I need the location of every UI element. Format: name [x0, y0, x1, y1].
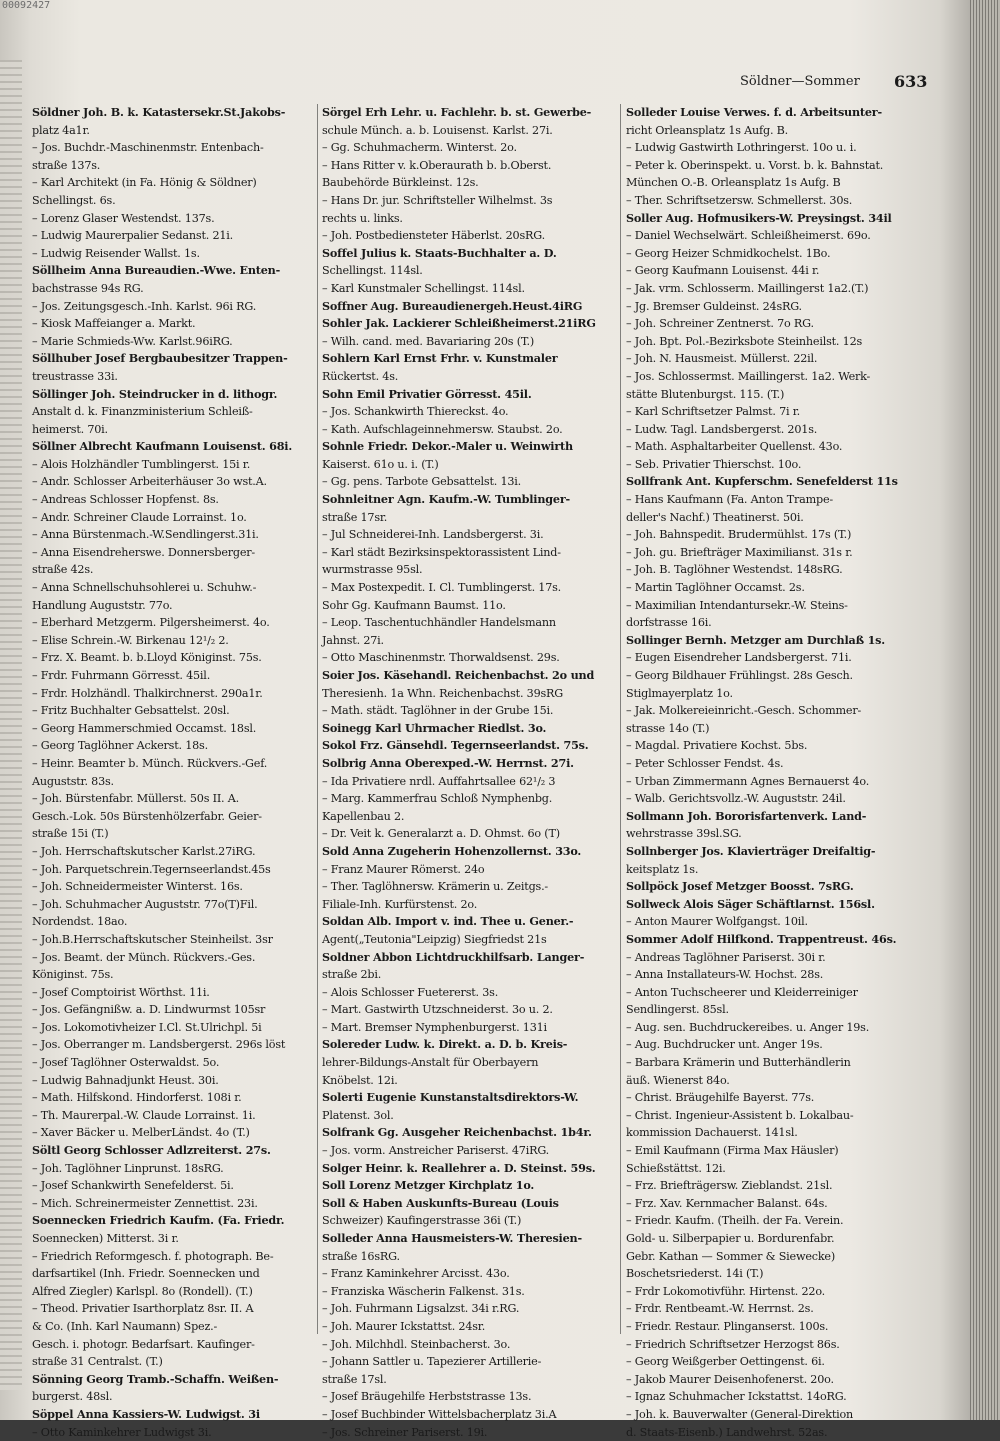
entry-line: – Leop. Taschentuchhändler Handelsmann	[322, 616, 556, 630]
entry-line: – Georg Taglöhner Ackerst. 18s.	[32, 739, 208, 753]
entry-line: – Hans Dr. jur. Schriftsteller Wilhelmst. 3s	[322, 193, 553, 207]
entry-heading-line: Soldan Alb. Import v. ind. Thee u. Gener.-	[322, 914, 574, 929]
entry-line: – Alois Holzhändler Tumblingerst. 15i r.	[32, 457, 251, 471]
column-divider	[620, 104, 621, 1334]
entry-line: Jahnst. 27i.	[322, 633, 384, 647]
entry-line: – Peter Schlosser Fendst. 4s.	[626, 756, 784, 770]
running-head: Söldner—Sommer	[740, 74, 860, 89]
entry-line: – Seb. Privatier Thierschst. 10o.	[626, 457, 802, 471]
entry-line: – Ludw. Tagl. Landsbergerst. 201s.	[626, 422, 818, 436]
entry-line: straße 42s.	[32, 563, 94, 577]
entry-line: Soennecken) Mitterst. 3i r.	[32, 1232, 179, 1245]
entry-line: – Jg. Bremser Guldeinst. 24sRG.	[626, 299, 802, 313]
entry-heading-line: Soffel Julius k. Staats-Buchhalter a. D.	[322, 245, 557, 260]
entry-heading-line: Solerti Eugenie Kunstanstaltsdirektors-W.	[322, 1090, 579, 1105]
entry-heading-line: Sörgel Erh Lehr. u. Fachlehr. b. st. Gewerbe-	[322, 105, 592, 119]
entry-line: – Christ. Ingenieur-Assistent b. Lokalbau-	[626, 1108, 854, 1122]
entry-heading-line: Sohnleitner Agn. Kaufm.-W. Tumblinger-	[322, 492, 570, 507]
entry-line: – Peter k. Oberinspekt. u. Vorst. b. k. Bahnstat.	[626, 158, 884, 172]
entry-heading-line: Söllhuber Josef Bergbaubesitzer Trappen-	[32, 351, 288, 366]
entry-line: Platenst. 3ol.	[322, 1108, 394, 1122]
entry-line: – Karl Architekt (in Fa. Hönig & Söldner)	[32, 176, 257, 190]
entry-line: – Franz Kaminkehrer Arcisst. 43o.	[322, 1267, 510, 1281]
column-1	[32, 104, 328, 1439]
entry-line: Gesch. i. photogr. Bedarfsart. Kaufinger-	[32, 1337, 255, 1351]
entry-line: – Karl Kunstmaler Schellingst. 114sl.	[322, 281, 525, 295]
entry-line: – Joh. B. Taglöhner Westendst. 148sRG.	[626, 563, 843, 577]
entry-heading-line: Soier Jos. Käsehandl. Reichenbachst. 2o und	[322, 668, 595, 682]
page-header	[740, 72, 928, 96]
entry-line: – Friedrich Schriftsetzer Herzogst 86s.	[626, 1337, 840, 1351]
entry-line: – Josef Schankwirth Senefelderst. 5i.	[32, 1179, 234, 1193]
entry-line: – Ignaz Schuhmacher Ickstattst. 14oRG.	[626, 1390, 847, 1404]
entry-line: burgerst. 48sl.	[32, 1390, 113, 1404]
entry-line: – Martin Taglöhner Occamst. 2s.	[626, 581, 805, 595]
entry-line: straße 2bi.	[322, 968, 382, 982]
entry-line: – Urban Zimmermann Agnes Bernauerst 4o.	[626, 774, 870, 788]
entry-heading-line: Soll Lorenz Metzger Kirchplatz 1o.	[322, 1178, 535, 1193]
entry-line: – Ludwig Bahnadjunkt Heust. 30i.	[32, 1073, 219, 1087]
entry-line: straße 17sl.	[322, 1372, 387, 1386]
entry-line: – Joh.B.Herrschaftskutscher Steinheilst. 3sr	[32, 932, 273, 946]
entry-line: – Franziska Wäscherin Falkenst. 31s.	[322, 1284, 525, 1298]
entry-line: – Kath. Aufschlageinnehmersw. Staubst. 2o.	[322, 422, 563, 436]
entry-line: richt Orleansplatz 1s Aufg. B.	[626, 123, 789, 137]
entry-heading-line: Söppel Anna Kassiers-W. Ludwigst. 3i	[32, 1406, 260, 1421]
entry-line: – Josef Taglöhner Osterwaldst. 5o.	[32, 1056, 220, 1070]
entry-line: – Ida Privatiere nrdl. Auffahrtsallee 62¹/₂ 3	[322, 774, 556, 788]
entry-line: – Elise Schrein.-W. Birkenau 12¹/₂ 2.	[32, 633, 229, 647]
entry-line: treustrasse 33i.	[32, 369, 118, 383]
entry-line: – Jakob Maurer Deisenhofenerst. 20o.	[626, 1372, 834, 1386]
entry-line: – Barbara Krämerin und Butterhändlerin	[626, 1056, 851, 1070]
entry-line: – Jos. Schlossermst. Maillingerst. 1a2. Werk-	[626, 369, 871, 383]
entry-heading-line: Solleder Louise Verwes. f. d. Arbeitsunter-	[626, 105, 882, 119]
entry-heading-line: Solereder Ludw. k. Direkt. a. D. b. Kreis-	[322, 1037, 568, 1052]
entry-line: – Eberhard Metzgerm. Pilgersheimerst. 4o.	[32, 616, 270, 630]
entry-line: – Joh. Taglöhner Linprunst. 18sRG.	[32, 1161, 224, 1175]
column-divider	[317, 104, 318, 1334]
entry-line: München O.-B. Orleansplatz 1s Aufg. B	[626, 176, 841, 190]
entry-line: – Jos. Lokomotivheizer I.Cl. St.Ulrichpl. 5i	[32, 1020, 262, 1034]
entry-line: – Anton Maurer Wolfgangst. 10il.	[626, 915, 808, 929]
entry-line: – Hans Ritter v. k.Oberaurath b. b.Oberst.	[322, 158, 552, 172]
entry-line: keitsplatz 1s.	[626, 862, 699, 876]
entry-line: – Georg Weißgerber Oettingenst. 6i.	[626, 1355, 825, 1369]
entry-line: – Karl städt Bezirksinspektorassistent Lind-	[322, 545, 561, 559]
entry-heading-line: Sollmann Joh. Bororisfartenverk. Land-	[626, 808, 867, 823]
scan-id: 00092427	[2, 0, 51, 11]
entry-heading-line: Soennecken Friedrich Kaufm. (Fa. Friedr.	[32, 1213, 285, 1228]
entry-heading-line: Sollweck Alois Säger Schäftlarnst. 156sl.	[626, 896, 875, 911]
entry-line: strasse 14o (T.)	[626, 721, 710, 735]
entry-heading-line: Söllner Albrecht Kaufmann Louisenst. 68i.	[32, 439, 293, 454]
entry-line: – Jos. vorm. Anstreicher Pariserst. 47iRG.	[322, 1144, 550, 1158]
entry-line: Gebr. Kathan — Sommer & Siewecke)	[626, 1249, 835, 1263]
entry-line: – Joh. Bpt. Pol.-Bezirksbote Steinheilst. 12s	[626, 334, 863, 348]
entry-line: & Co. (Inh. Karl Naumann) Spez.-	[32, 1319, 218, 1333]
entry-heading-line: Sollfrank Ant. Kupferschm. Senefelderst 11s	[626, 474, 898, 489]
entry-heading-line: Sohlern Karl Ernst Frhr. v. Kunstmaler	[322, 351, 558, 366]
entry-line: Kapellenbau 2.	[322, 809, 405, 823]
entry-line: – Andreas Schlosser Hopfenst. 8s.	[32, 493, 219, 507]
entry-line: – Friedrich Reformgesch. f. photograph. Be-	[32, 1249, 274, 1263]
entry-line: – Jos. Beamt. der Münch. Rückvers.-Ges.	[32, 950, 256, 964]
entry-line: Schellingst. 6s.	[32, 193, 116, 207]
entry-line: – Christ. Bräugehilfe Bayerst. 77s.	[626, 1091, 815, 1105]
entry-line: – Aug. sen. Buchdruckereibes. u. Anger 19s.	[626, 1020, 870, 1034]
entry-line: – Maximilian Intendantursekr.-W. Steins-	[626, 598, 848, 612]
entry-line: – Mart. Bremser Nymphenburgerst. 131i	[322, 1020, 547, 1034]
entry-line: – Jul Schneiderei-Inh. Landsbergerst. 3i.	[322, 528, 544, 542]
entry-line: – Otto Maschinenmstr. Thorwaldsenst. 29s.	[322, 651, 560, 665]
entry-heading-line: Söldner Joh. B. k. Katastersekr.St.Jakobs-	[32, 105, 286, 119]
entry-line: – Ludwig Maurerpalier Sedanst. 21i.	[32, 229, 234, 243]
entry-line: – Georg Bildhauer Frühlingst. 28s Gesch.	[626, 669, 853, 682]
entry-line: stätte Blutenburgst. 115. (T.)	[626, 387, 785, 401]
entry-line: Kaiserst. 61o u. i. (T.)	[322, 457, 439, 471]
entry-line: bachstrasse 94s RG.	[32, 281, 144, 295]
entry-line: – Daniel Wechselwärt. Schleißheimerst. 69o.	[626, 229, 871, 243]
entry-line: d. Staats-Eisenb.) Landwehrst. 52as.	[626, 1425, 828, 1439]
entry-line: – Frdr Lokomotivführ. Hirtenst. 22o.	[626, 1284, 826, 1298]
entry-heading-line: Söllheim Anna Bureaudien.-Wwe. Enten-	[32, 263, 281, 278]
entry-line: – Johann Sattler u. Tapezierer Artillerie-	[322, 1355, 542, 1369]
entry-line: – Walb. Gerichtsvollz.-W. Auguststr. 24il.	[626, 792, 846, 806]
entry-line: wehrstrasse 39sl.SG.	[626, 827, 742, 841]
entry-line: straße 15i (T.)	[32, 827, 109, 841]
entry-line: – Frz. Briefträgersw. Zieblandst. 21sl.	[626, 1179, 833, 1193]
entry-line: – Karl Schriftsetzer Palmst. 7i r.	[626, 405, 800, 419]
entry-line: – Georg Heizer Schmidkochelst. 1Bo.	[626, 246, 831, 260]
entry-line: – Th. Maurerpal.-W. Claude Lorrainst. 1i.	[32, 1108, 256, 1122]
entry-line: – Friedr. Kaufm. (Theilh. der Fa. Verein.	[626, 1214, 844, 1228]
entry-line: heimerst. 70i.	[32, 422, 108, 436]
entry-line: Gesch.-Lok. 50s Bürstenhölzerfabr. Geier-	[32, 809, 262, 823]
entry-line: – Marg. Kammerfrau Schloß Nymphenbg.	[322, 792, 553, 806]
entry-line: – Eugen Eisendreher Landsbergerst. 71i.	[626, 651, 852, 665]
entry-line: – Joh. Parquetschrein.Tegernseerlandst.45s	[32, 862, 271, 876]
entry-line: – Ludwig Gastwirth Lothringerst. 10o u. i.	[626, 141, 857, 155]
entry-heading-line: Sollpöck Josef Metzger Boosst. 7sRG.	[626, 879, 854, 894]
entry-line: – Ludwig Reisender Wallst. 1s.	[32, 246, 200, 260]
entry-line: – Andreas Taglöhner Pariserst. 30i r.	[626, 950, 826, 964]
entry-heading-line: Soldner Abbon Lichtdruckhilfsarb. Langer-	[322, 949, 585, 964]
entry-line: – Magdal. Privatiere Kochst. 5bs.	[626, 739, 808, 753]
entry-line: straße 17sr.	[322, 510, 388, 524]
page-edge	[970, 0, 1000, 1420]
entry-line: – Math. Asphaltarbeiter Quellenst. 43o.	[626, 440, 843, 454]
entry-line: Stiglmayerplatz 1o.	[626, 686, 733, 700]
entry-line: – Mich. Schreinermeister Zennettist. 23i.	[32, 1196, 258, 1210]
entry-line: – Andr. Schlosser Arbeiterhäuser 3o wst.A.	[32, 475, 267, 489]
entry-line: Sohr Gg. Kaufmann Baumst. 11o.	[322, 598, 506, 612]
entry-line: – Jos. Buchdr.-Maschinenmstr. Entenbach-	[32, 141, 264, 155]
entry-heading-line: Sommer Adolf Hilfkond. Trappentreust. 46s.	[626, 931, 897, 946]
entry-line: Rückertst. 4s.	[322, 369, 399, 383]
entry-line: – Friedr. Restaur. Plinganserst. 100s.	[626, 1319, 829, 1333]
entry-line: – Joh. Fuhrmann Ligsalzst. 34i r.RG.	[322, 1302, 520, 1316]
entry-line: – Otto Kaminkehrer Ludwigst 3i.	[32, 1425, 212, 1439]
entry-line: – Math. städt. Taglöhner in der Grube 15i.	[322, 704, 554, 718]
entry-line: – Joh. N. Hausmeist. Müllerst. 22il.	[626, 352, 818, 366]
entry-line: Alfred Ziegler) Karlspl. 8o (Rondell). (T.)	[32, 1284, 253, 1298]
entry-line: straße 137s.	[32, 158, 101, 172]
entry-line: – Anna Bürstenmach.-W.Sendlingerst.31i.	[32, 528, 259, 542]
entry-line: Agent(„Teutonia"Leipzig) Siegfriedst 21s	[322, 932, 547, 946]
entry-line: – Franz Maurer Römerst. 24o	[322, 862, 485, 876]
entry-line: – Mart. Gastwirth Utzschneiderst. 3o u. 2.	[322, 1003, 553, 1017]
entry-heading-line: Solfrank Gg. Ausgeher Reichenbachst. 1b4r.	[322, 1125, 592, 1140]
entry-line: Königinst. 75s.	[32, 968, 114, 982]
entry-heading-line: Soinegg Karl Uhrmacher Riedlst. 3o.	[322, 720, 547, 735]
entry-line: – Anna Schnellschuhsohlerei u. Schuhw.-	[32, 581, 257, 595]
entry-line: – Theod. Privatier Isarthorplatz 8sr. II. A	[32, 1302, 254, 1316]
entry-line: – Hans Kaufmann (Fa. Anton Trampe-	[626, 493, 833, 507]
column-3	[626, 104, 922, 1439]
entry-line: – Kiosk Maffeianger a. Markt.	[32, 317, 196, 331]
left-margin-bleed	[0, 60, 22, 1390]
entry-line: – Lorenz Glaser Westendst. 137s.	[32, 211, 215, 225]
entry-line: – Georg Hammerschmied Occamst. 18sl.	[32, 721, 257, 735]
entry-line: kommission Dachauerst. 141sl.	[626, 1126, 798, 1140]
entry-line: Anstalt d. k. Finanzministerium Schleiß-	[32, 405, 253, 419]
entry-line: wurmstrasse 95sl.	[322, 563, 423, 577]
entry-line: – Josef Bräugehilfe Herbststrasse 13s.	[322, 1390, 532, 1404]
entry-line: – Joh. k. Bauverwalter (General-Direktion	[626, 1407, 854, 1421]
entry-line: – Josef Buchbinder Wittelsbacherplatz 3i.A	[322, 1407, 557, 1421]
entry-line: – Jos. Schankwirth Thiereckst. 4o.	[322, 405, 509, 419]
entry-line: – Jos. Gefängnißw. a. D. Lindwurmst 105sr	[32, 1003, 266, 1017]
entry-heading-line: Söltl Georg Schlosser Adlzreiterst. 27s.	[32, 1143, 271, 1158]
entry-line: äuß. Wienerst 84o.	[626, 1073, 730, 1087]
entry-line: Auguststr. 83s.	[32, 774, 114, 788]
entry-line: – Aug. Buchdrucker unt. Anger 19s.	[626, 1038, 823, 1052]
entry-heading-line: Solbrig Anna Oberexped.-W. Herrnst. 27i.	[322, 755, 574, 770]
entry-line: lehrer-Bildungs-Anstalt für Oberbayern	[322, 1056, 539, 1070]
entry-line: – Anna Eisendreherswe. Donnersberger-	[32, 545, 255, 559]
entry-line: Baubehörde Bürkleinst. 12s.	[322, 176, 479, 190]
entry-line: – Joh. Maurer Ickstattst. 24sr.	[322, 1319, 486, 1333]
entry-line: – Joh. Schneidermeister Winterst. 16s.	[32, 880, 243, 894]
page-number: 633	[894, 72, 928, 91]
entry-line: – Joh. Postbediensteter Häberlst. 20sRG.	[322, 229, 545, 243]
entry-line: – Frz. Xav. Kernmacher Balanst. 64s.	[626, 1196, 828, 1210]
entry-line: platz 4a1r.	[32, 123, 90, 137]
entry-line: – Jak. vrm. Schlosserm. Maillingerst 1a2.(T.)	[626, 281, 869, 295]
entry-heading-line: Sollinger Bernh. Metzger am Durchlaß 1s.	[626, 632, 885, 647]
entry-heading-line: Sollnberger Jos. Klavierträger Dreifaltig-	[626, 843, 876, 858]
entry-line: Handlung Auguststr. 77o.	[32, 598, 173, 612]
entry-line: – Jos. Oberranger m. Landsbergerst. 296s löst	[32, 1038, 286, 1052]
entry-heading-line: Soffner Aug. Bureaudienergeh.Heust.4iRG	[322, 298, 583, 313]
entry-heading-line: Söllinger Joh. Steindrucker in d. lithogr.	[32, 386, 278, 401]
entry-line: – Anton Tuchscheerer und Kleiderreiniger	[626, 985, 858, 999]
entry-heading-line: Sohn Emil Privatier Görresst. 45il.	[322, 386, 532, 401]
entry-line: – Andr. Schreiner Claude Lorrainst. 1o.	[32, 510, 247, 524]
entry-line: – Dr. Veit k. Generalarzt a. D. Ohmst. 6o (T)	[322, 827, 560, 841]
entry-line: Schellingst. 114sl.	[322, 264, 423, 278]
entry-line: – Max Postexpedit. I. Cl. Tumblingerst. 17s.	[322, 581, 562, 595]
entry-heading-line: Sohler Jak. Lackierer Schleißheimerst.21iRG	[322, 316, 596, 331]
column-2	[322, 104, 618, 1439]
entry-line: Gold- u. Silberpapier u. Bordurenfabr.	[626, 1232, 835, 1245]
entry-line: – Heinr. Beamter b. Münch. Rückvers.-Gef.	[32, 756, 268, 770]
entry-line: – Joh. gu. Briefträger Maximilianst. 31s r.	[626, 545, 853, 559]
entry-line: – Josef Comptoirist Wörthst. 11i.	[32, 985, 210, 999]
entry-line: – Gg. Schuhmacherm. Winterst. 2o.	[322, 141, 517, 155]
entry-line: – Jak. Molkereieinricht.-Gesch. Schommer-	[626, 704, 862, 718]
entry-line: Nordendst. 18ao.	[32, 915, 128, 929]
entry-heading-line: Soll & Haben Auskunfts-Bureau (Louis	[322, 1195, 559, 1210]
entry-line: – Georg Kaufmann Louisenst. 44i r.	[626, 264, 820, 278]
entry-line: darfsartikel (Inh. Friedr. Soennecken und	[32, 1267, 260, 1281]
entry-line: – Joh. Herrschaftskutscher Karlst.27iRG.	[32, 844, 256, 858]
entry-heading-line: Solleder Anna Hausmeisters-W. Theresien-	[322, 1231, 582, 1245]
entry-line: – Ther. Schriftsetzersw. Schmellerst. 30s.	[626, 193, 853, 207]
entry-line: Sendlingerst. 85sl.	[626, 1003, 729, 1017]
entry-heading-line: Sohnle Friedr. Dekor.-Maler u. Weinwirth	[322, 439, 573, 454]
entry-line: – Joh. Schreiner Zentnerst. 7o RG.	[626, 317, 814, 331]
entry-line: Filiale-Inh. Kurfürstenst. 2o.	[322, 897, 478, 911]
entry-line: Theresienh. 1a Whn. Reichenbachst. 39sRG	[322, 686, 563, 700]
entry-heading-line: Solger Heinr. k. Reallehrer a. D. Steinst. 59s.	[322, 1160, 596, 1175]
entry-line: dorfstrasse 16i.	[626, 616, 712, 630]
entry-heading-line: Sokol Frz. Gänsehdl. Tegernseerlandst. 75s.	[322, 738, 589, 753]
entry-line: – Fritz Buchhalter Gebsattelst. 20sl.	[32, 704, 230, 718]
entry-line: – Frdr. Fuhrmann Görresst. 45il.	[32, 669, 211, 682]
entry-line: – Marie Schmieds-Ww. Karlst.96iRG.	[32, 334, 233, 348]
entry-line: – Joh. Schuhmacher Auguststr. 77o(T)Fil.	[32, 897, 258, 911]
entry-line: – Xaver Bäcker u. MelberLändst. 4o (T.)	[32, 1126, 250, 1140]
entry-line: – Math. Hilfskond. Hindorferst. 108i r.	[32, 1091, 242, 1105]
entry-line: Schweizer) Kaufingerstrasse 36i (T.)	[322, 1214, 522, 1228]
entry-line: Knöbelst. 12i.	[322, 1073, 398, 1087]
entry-line: rechts u. links.	[322, 211, 403, 225]
entry-line: – Gg. pens. Tarbote Gebsattelst. 13i.	[322, 475, 522, 489]
entry-line: – Alois Schlosser Fuetererst. 3s.	[322, 985, 499, 999]
entry-line: – Emil Kaufmann (Firma Max Häusler)	[626, 1144, 839, 1158]
entry-line: Boschetsriederst. 14i (T.)	[626, 1267, 764, 1281]
entry-line: – Frdr. Rentbeamt.-W. Herrnst. 2s.	[626, 1302, 814, 1316]
entry-line: straße 31 Centralst. (T.)	[32, 1355, 163, 1369]
entry-line: – Jos. Schreiner Pariserst. 19i.	[322, 1425, 488, 1439]
entry-line: – Jos. Zeitungsgesch.-Inh. Karlst. 96i RG.	[32, 299, 257, 313]
entry-line: – Joh. Bahnspedit. Brudermühlst. 17s (T.)	[626, 528, 852, 542]
entry-heading-line: Sold Anna Zugeherin Hohenzollernst. 33o.	[322, 843, 582, 858]
entry-heading-line: Soller Aug. Hofmusikers-W. Preysingst. 34il	[626, 210, 892, 225]
entry-line: – Ther. Taglöhnersw. Krämerin u. Zeitgs.-	[322, 880, 549, 894]
entry-line: deller's Nachf.) Theatinerst. 50i.	[626, 510, 804, 524]
entry-line: Schießstättst. 12i.	[626, 1161, 726, 1175]
entry-line: – Anna Installateurs-W. Hochst. 28s.	[626, 968, 824, 982]
entry-heading-line: Sönning Georg Tramb.-Schaffn. Weißen-	[32, 1371, 279, 1386]
entry-line: straße 16sRG.	[322, 1249, 400, 1263]
entry-line: – Wilh. cand. med. Bavariaring 20s (T.)	[322, 334, 535, 348]
entry-line: – Joh. Bürstenfabr. Müllerst. 50s II. A.	[32, 792, 239, 806]
entry-line: – Frz. X. Beamt. b. b.Lloyd Königinst. 75s.	[32, 651, 262, 665]
entry-line: – Joh. Milchhdl. Steinbacherst. 3o.	[322, 1337, 511, 1351]
entry-line: schule Münch. a. b. Louisenst. Karlst. 27i.	[322, 123, 553, 137]
entry-line: – Frdr. Holzhändl. Thalkirchnerst. 290a1r.	[32, 686, 263, 700]
